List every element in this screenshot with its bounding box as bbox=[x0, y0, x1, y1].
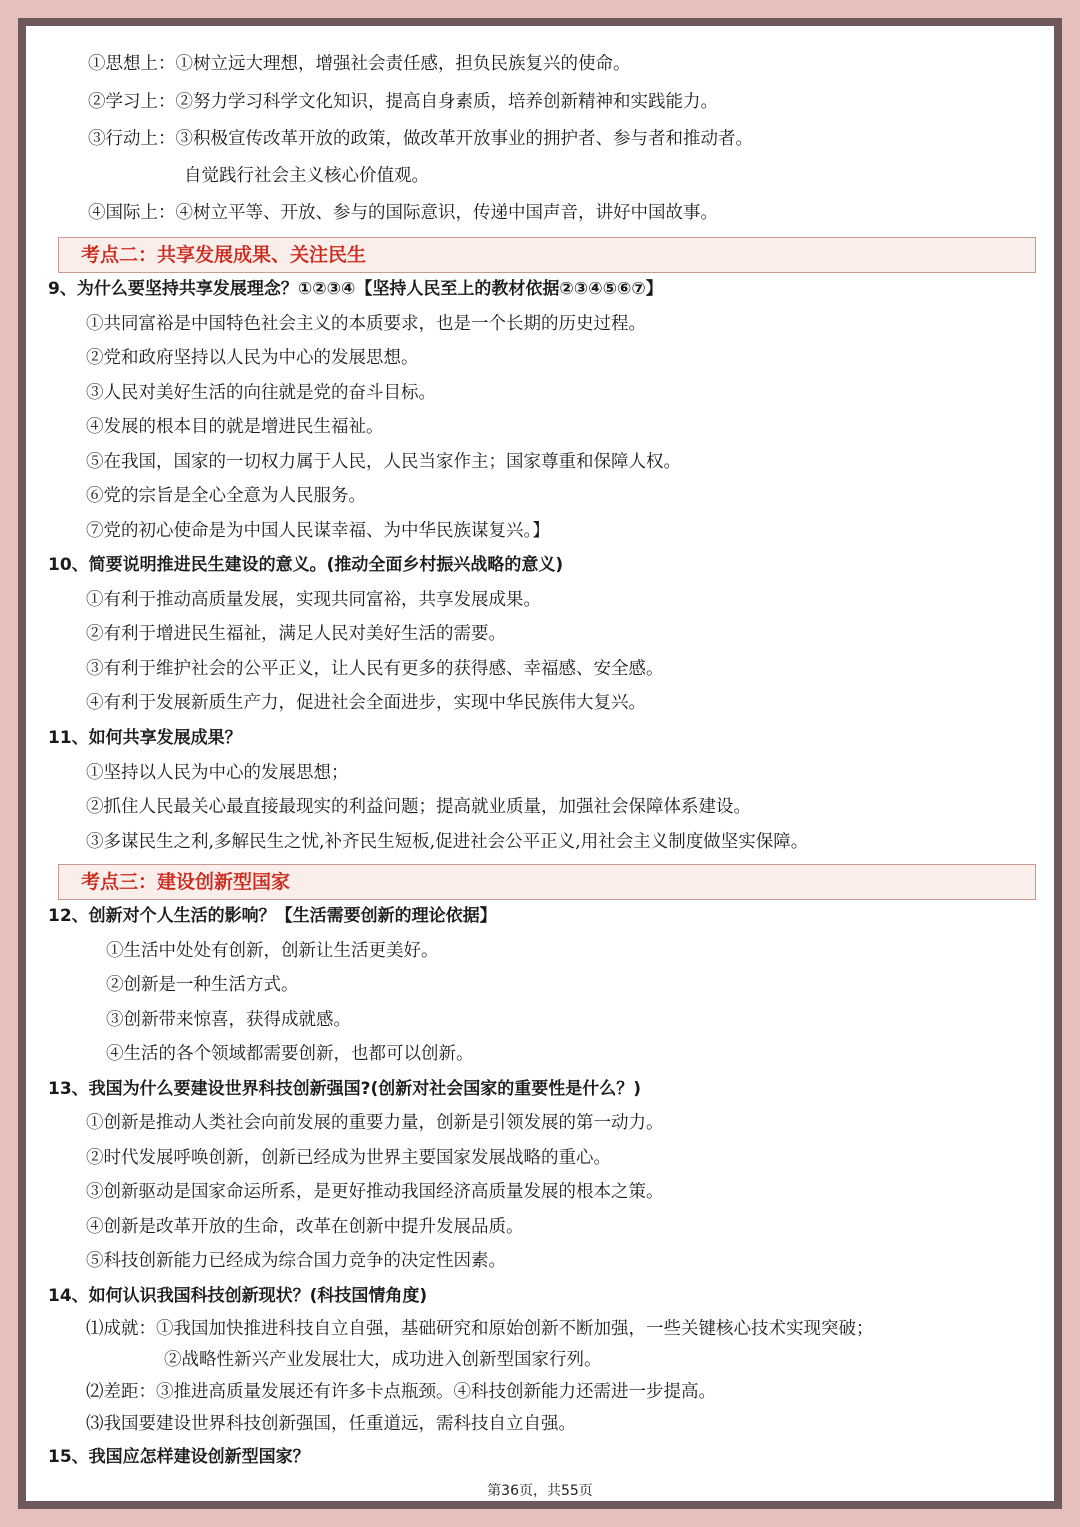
text-line: ①思想上：①树立远大理想，增强社会责任感，担负民族复兴的使命。 bbox=[88, 54, 631, 74]
answer-line: ①有利于推动高质量发展，实现共同富裕，共享发展成果。 bbox=[86, 590, 541, 610]
answer-line: ②抓住人民最关心最直接最现实的利益问题；提高就业质量，加强社会保障体系建设。 bbox=[86, 797, 751, 817]
answer-line: ⑵差距：③推进高质量发展还有许多卡点瓶颈。④科技创新能力还需进一步提高。 bbox=[86, 1382, 716, 1402]
answer-line: ②创新是一种生活方式。 bbox=[106, 975, 299, 995]
answer-line: ③有利于维护社会的公平正义，让人民有更多的获得感、幸福感、安全感。 bbox=[86, 659, 664, 679]
question-heading: 13、我国为什么要建设世界科技创新强国?(创新对社会国家的重要性是什么？) bbox=[48, 1079, 642, 1099]
question-heading: 12、创新对个人生活的影响？【生活需要创新的理论依据】 bbox=[48, 906, 497, 926]
answer-line: ①创新是推动人类社会向前发展的重要力量，创新是引领发展的第一动力。 bbox=[86, 1113, 664, 1133]
answer-line: ⑶我国要建设世界科技创新强国，任重道远，需科技自立自强。 bbox=[86, 1414, 576, 1434]
answer-line: ⑤在我国，国家的一切权力属于人民，人民当家作主；国家尊重和保障人权。 bbox=[86, 452, 681, 472]
question-heading: 14、如何认识我国科技创新现状？(科技国情角度) bbox=[48, 1286, 428, 1306]
text-line: ③行动上：③积极宣传改革开放的政策，做改革开放事业的拥护者、参与者和推动者。 bbox=[88, 129, 753, 149]
answer-line: ③创新带来惊喜，获得成就感。 bbox=[106, 1010, 351, 1030]
answer-line: ③多谋民生之利,多解民生之忧,补齐民生短板,促进社会公平正义,用社会主义制度做坚实保障。 bbox=[86, 832, 809, 852]
question-heading: 9、为什么要坚持共享发展理念？①②③④【坚持人民至上的教材依据②③④⑤⑥⑦】 bbox=[48, 279, 663, 299]
question-heading: 15、我国应怎样建设创新型国家？ bbox=[48, 1447, 310, 1467]
section-header: 考点二：共享发展成果、关注民生 bbox=[58, 237, 1036, 273]
answer-line: ⑴成就：①我国加快推进科技自立自强，基础研究和原始创新不断加强，一些关键核心技术实现突破； bbox=[86, 1319, 874, 1339]
answer-line: ④创新是改革开放的生命，改革在创新中提升发展品质。 bbox=[86, 1217, 524, 1237]
answer-line: ②党和政府坚持以人民为中心的发展思想。 bbox=[86, 348, 419, 368]
answer-line: ③创新驱动是国家命运所系，是更好推动我国经济高质量发展的根本之策。 bbox=[86, 1182, 664, 1202]
text-line: ④国际上：④树立平等、开放、参与的国际意识，传递中国声音，讲好中国故事。 bbox=[88, 203, 718, 223]
question-heading: 10、简要说明推进民生建设的意义。(推动全面乡村振兴战略的意义) bbox=[48, 555, 564, 575]
answer-line: ①共同富裕是中国特色社会主义的本质要求，也是一个长期的历史过程。 bbox=[86, 314, 646, 334]
answer-line: ④有利于发展新质生产力，促进社会全面进步，实现中华民族伟大复兴。 bbox=[86, 693, 646, 713]
text-line: 自觉践行社会主义核心价值观。 bbox=[184, 166, 429, 186]
answer-line: ①生活中处处有创新，创新让生活更美好。 bbox=[106, 941, 439, 961]
answer-line: ①坚持以人民为中心的发展思想； bbox=[86, 763, 349, 783]
answer-line: ②有利于增进民生福祉，满足人民对美好生活的需要。 bbox=[86, 624, 506, 644]
question-heading: 11、如何共享发展成果？ bbox=[48, 728, 242, 748]
answer-line: ③人民对美好生活的向往就是党的奋斗目标。 bbox=[86, 383, 436, 403]
answer-line: ②战略性新兴产业发展壮大，成功进入创新型国家行列。 bbox=[164, 1350, 602, 1370]
answer-line: ⑤科技创新能力已经成为综合国力竞争的决定性因素。 bbox=[86, 1251, 506, 1271]
answer-line: ④发展的根本目的就是增进民生福祉。 bbox=[86, 417, 384, 437]
answer-line: ④生活的各个领域都需要创新，也都可以创新。 bbox=[106, 1044, 474, 1064]
page-frame bbox=[18, 18, 1062, 1509]
page-number: 第36页，共55页 bbox=[487, 1483, 593, 1499]
page-content bbox=[26, 26, 1054, 1501]
answer-line: ②时代发展呼唤创新，创新已经成为世界主要国家发展战略的重心。 bbox=[86, 1148, 611, 1168]
text-line: ②学习上：②努力学习科学文化知识，提高自身素质，培养创新精神和实践能力。 bbox=[88, 92, 718, 112]
answer-line: ⑦党的初心使命是为中国人民谋幸福、为中华民族谋复兴。】 bbox=[86, 521, 550, 541]
answer-line: ⑥党的宗旨是全心全意为人民服务。 bbox=[86, 486, 366, 506]
section-header: 考点三：建设创新型国家 bbox=[58, 864, 1036, 900]
